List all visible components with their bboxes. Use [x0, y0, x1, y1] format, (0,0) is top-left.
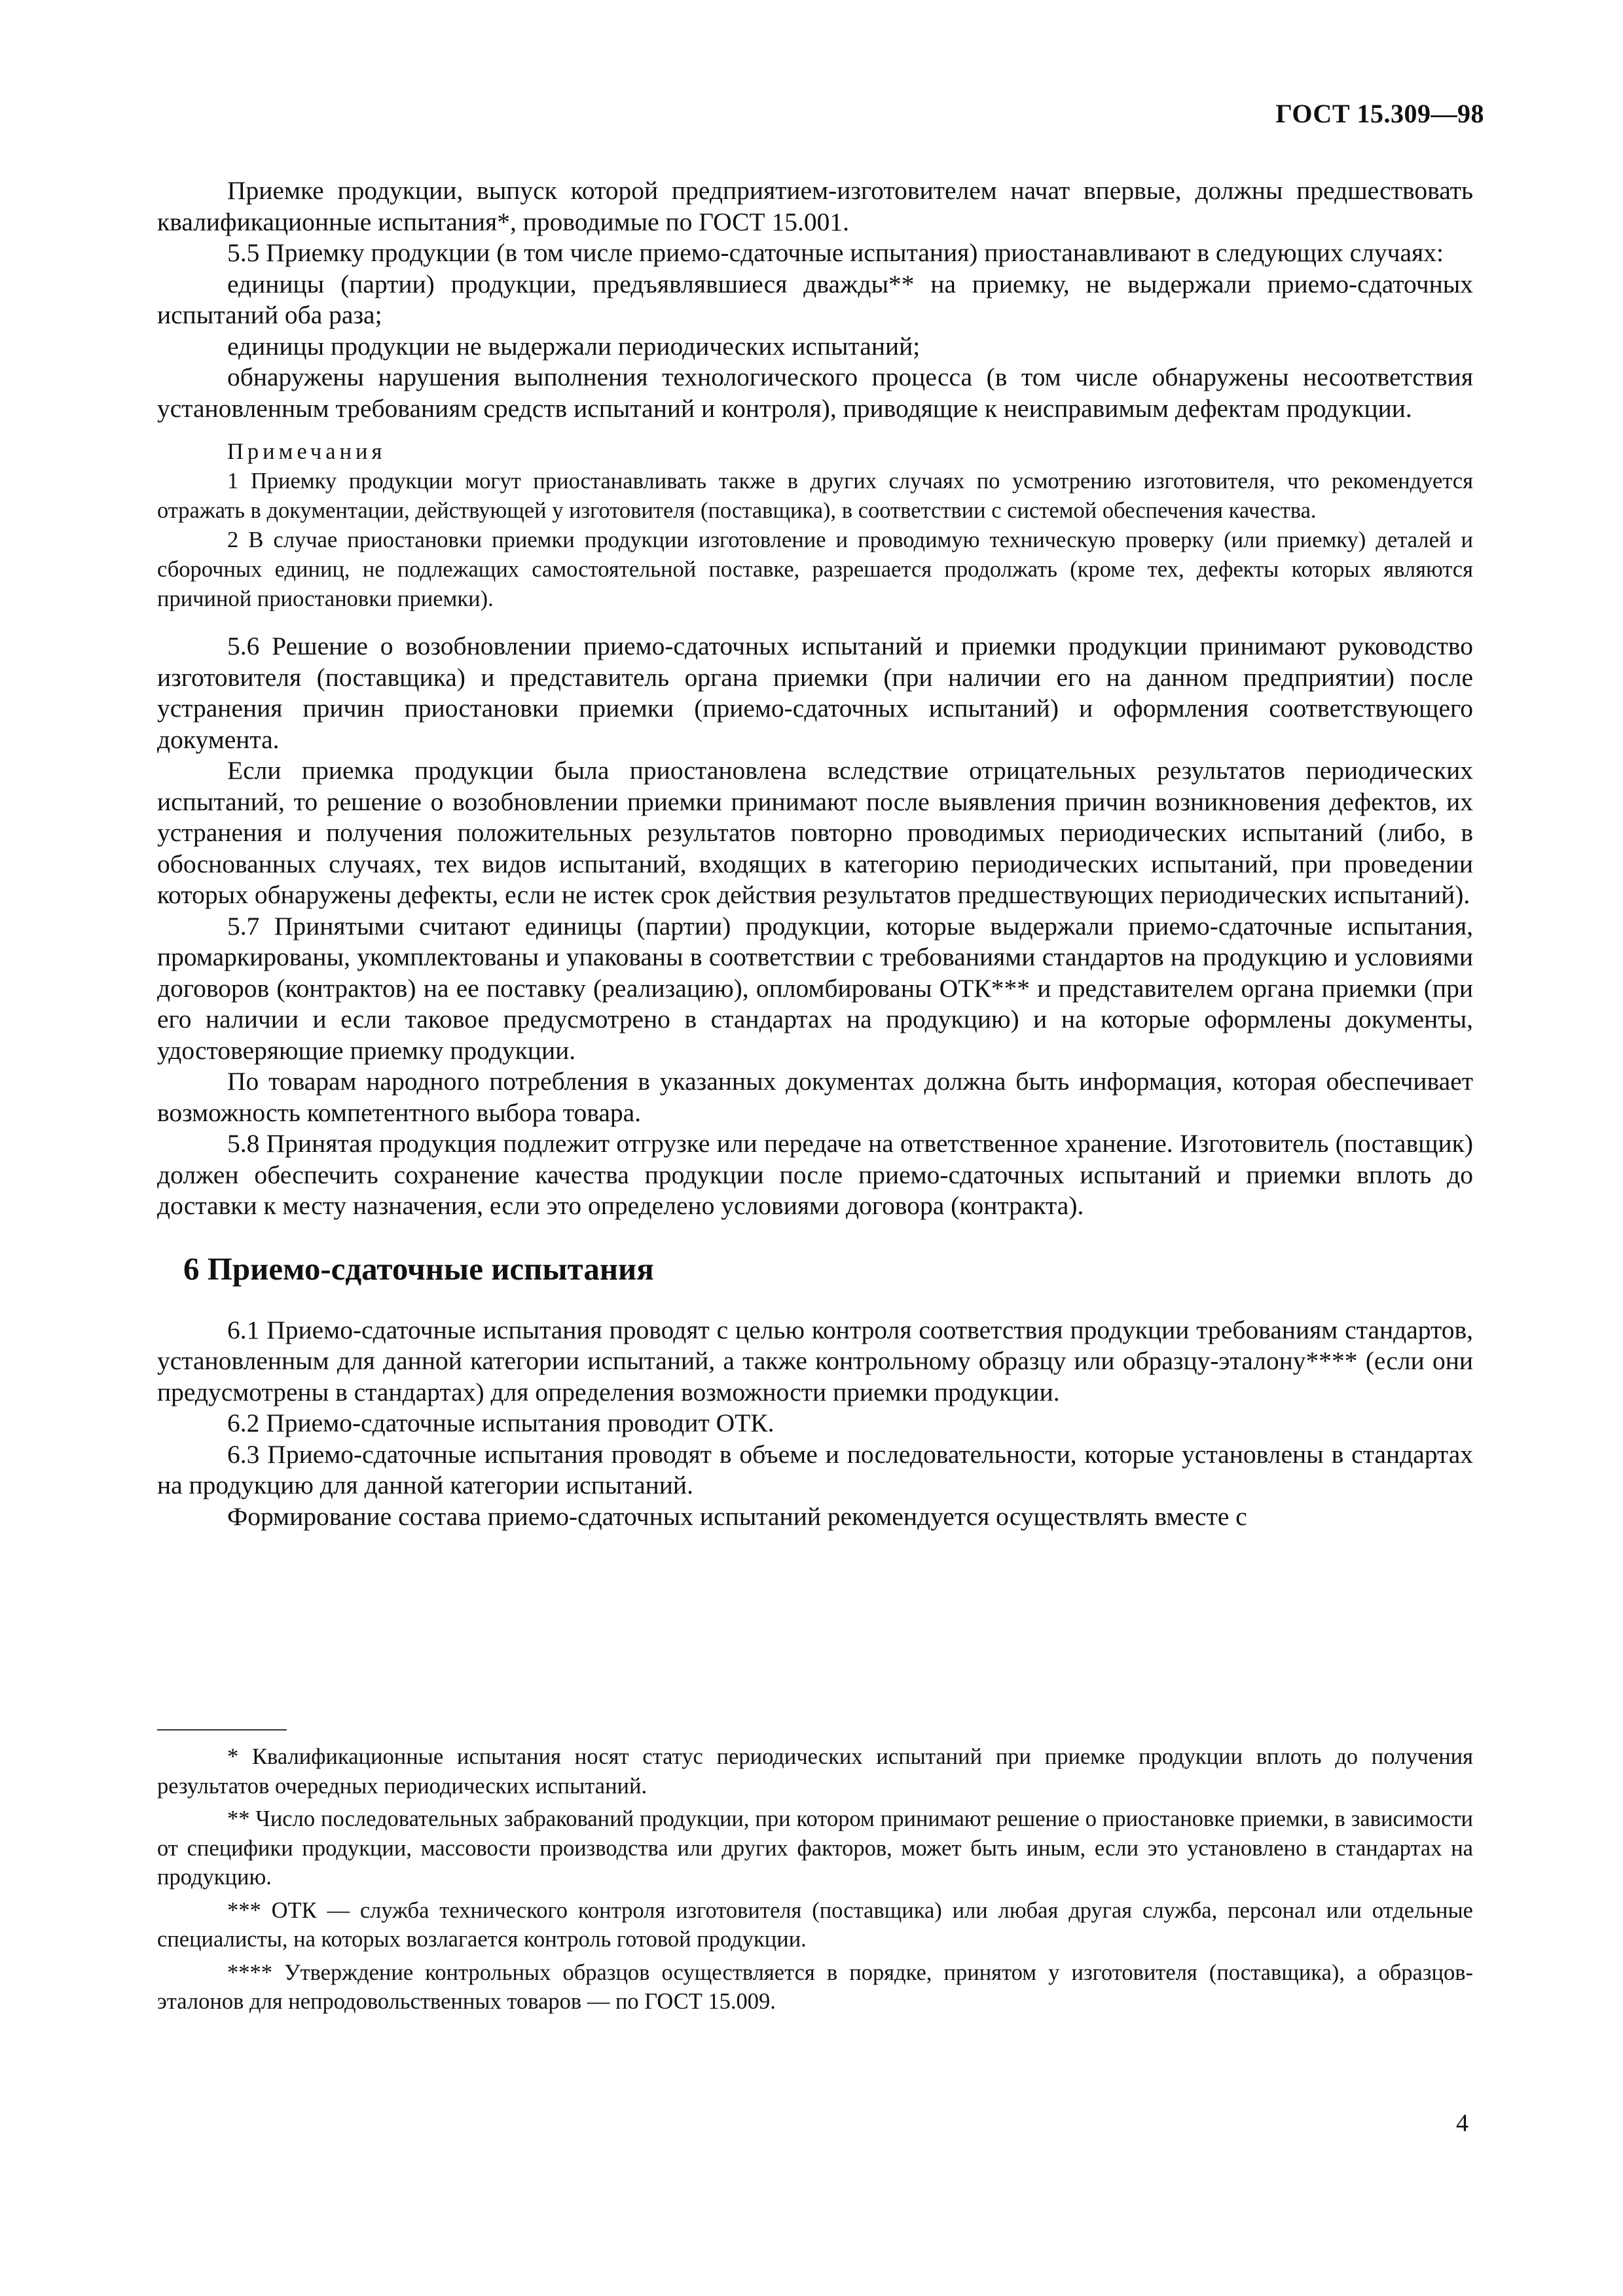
document-code-header: ГОСТ 15.309—98 — [1275, 99, 1484, 128]
paragraph-5-5: 5.5 Приемку продукции (в том числе приемо-сдаточные испытания) приостанавливают в следующих случаях: — [227, 238, 1444, 267]
paragraph-5-4-end: Приемке продукции, выпуск которой предприятием-изготовителем начат впервые, должны предшествовать квалификационные испытания*, проводимые по ГОСТ 15.001. — [157, 176, 1473, 236]
note-2: 2 В случае приостановки приемки продукции изготовление и проводимую техническую проверку (или приемку) деталей и сборочных единиц, не подлежащих самостоятельной поставке, разрешается продолжать (кроме тех, дефекты которых являются причиной приостановки приемки). — [157, 528, 1473, 611]
paragraph-6-1: 6.1 Приемо-сдаточные испытания проводят с целью контроля соответствия продукции требованиям стандартов, установленным для данной категории испытаний, а также контрольному образцу или образцу-эталону**** (если они предусмотрены в стандартах) для определения возможности приемки продукции. — [157, 1315, 1473, 1407]
footnote-1: * Квалификационные испытания носят статус периодических испытаний при приемке продукции вплоть до получения результатов очередных периодических испытаний. — [157, 1744, 1473, 1799]
paragraph-6-3-b: Формирование состава приемо-сдаточных испытаний рекомендуется осуществлять вместе с — [227, 1501, 1247, 1531]
paragraph-5-5-case-1: единицы (партии) продукции, предъявлявшиеся дважды** на приемку, не выдержали приемо-сдаточных испытаний оба раза; — [157, 269, 1473, 329]
spacer — [157, 614, 1473, 631]
paragraph-5-6: 5.6 Решение о возобновлении приемо-сдаточных испытаний и приемки продукции принимают руководство изготовителя (поставщика) и представитель органа приемки (при наличии его на данном предприятии) после устранения причин приостановки приемки (приемо-сдаточных испытаний) и оформления соответствующего документа. — [157, 632, 1473, 754]
paragraph-6-3: 6.3 Приемо-сдаточные испытания проводят в объеме и последовательности, которые установлены в стандартах на продукцию для данной категории испытаний. — [157, 1439, 1473, 1499]
section-6-body — [157, 1315, 1473, 1533]
paragraph-5-5-case-3: обнаружены нарушения выполнения технологического процесса (в том числе обнаружены несоответствия установленным требованиям средств испытаний и контроля), приводящие к неисправимым дефектам продукции. — [157, 363, 1473, 423]
main-text — [157, 175, 1473, 1532]
notes-title: Примечания — [227, 439, 386, 464]
footnote-divider — [157, 1729, 287, 1731]
paragraph-5-7: 5.7 Принятыми считают единицы (партии) продукции, которые выдержали приемо-сдаточные испытания, промаркированы, укомплектованы и упакованы в соответствии с требованиями стандартов на продукцию и условиями договоров (контрактов) на ее поставку (реализацию), опломбированы ОТК*** и представителем органа приемки (при его наличии и если таковое предусмотрено в стандартах на продукцию) и на которые оформлены документы, удостоверяющие приемку продукции. — [157, 911, 1473, 1065]
footnotes — [157, 1742, 1473, 2020]
note-1: 1 Приемку продукции могут приостанавливать также в других случаях по усмотрению изготовителя, что рекомендуется отражать в документации, действующей у изготовителя (поставщика), в соответствии с системой обеспечения качества. — [157, 469, 1473, 523]
page-number: 4 — [1456, 2109, 1468, 2137]
section-6-heading: 6 Приемо-сдаточные испытания — [183, 1250, 654, 1287]
paragraph-6-2: 6.2 Приемо-сдаточные испытания проводит ОТК. — [227, 1408, 775, 1437]
paragraph-5-7-b: По товарам народного потребления в указанных документах должна быть информация, которая обеспечивает возможность компетентного выбора товара. — [157, 1067, 1473, 1127]
paragraph-5-8: 5.8 Принятая продукция подлежит отгрузке или передаче на ответственное хранение. Изготовитель (поставщик) должен обеспечить сохранение качества продукции после приемо-сдаточных испытаний и приемки вплоть до доставки к месту назначения, если это определено условиями договора (контракта). — [157, 1129, 1473, 1220]
paragraph-5-6-b: Если приемка продукции была приостановлена вследствие отрицательных результатов периодических испытаний, то решение о возобновлении приемки принимают после выявления причин возникновения дефектов, их устранения и получения положительных результатов повторно проводимых периодических испытаний (либо, в обоснованных случаях, тех видов испытаний, входящих в категорию периодических испытаний, при проведении которых обнаружены дефекты, если не истек срок действия результатов предшествующих периодических испытаний). — [157, 756, 1473, 909]
paragraph-5-5-case-2: единицы продукции не выдержали периодических испытаний; — [227, 331, 921, 361]
notes-block — [157, 437, 1473, 614]
footnote-3: *** ОТК — служба технического контроля изготовителя (поставщика) или любая другая служба, персонал или отдельные специалисты, на которых возлагается контроль готовой продукции. — [157, 1897, 1473, 1952]
footnote-2: ** Число последовательных забракований продукции, при котором принимают решение о приостановке приемки, в зависимости от специфики продукции, массовости производства или других факторов, может быть иным, если это установлено в стандартах на продукцию. — [157, 1806, 1473, 1890]
footnote-4: **** Утверждение контрольных образцов осуществляется в порядке, принятом у изготовителя (поставщика), а образцов-эталонов для непродовольственных товаров — по ГОСТ 15.009. — [157, 1960, 1473, 2014]
